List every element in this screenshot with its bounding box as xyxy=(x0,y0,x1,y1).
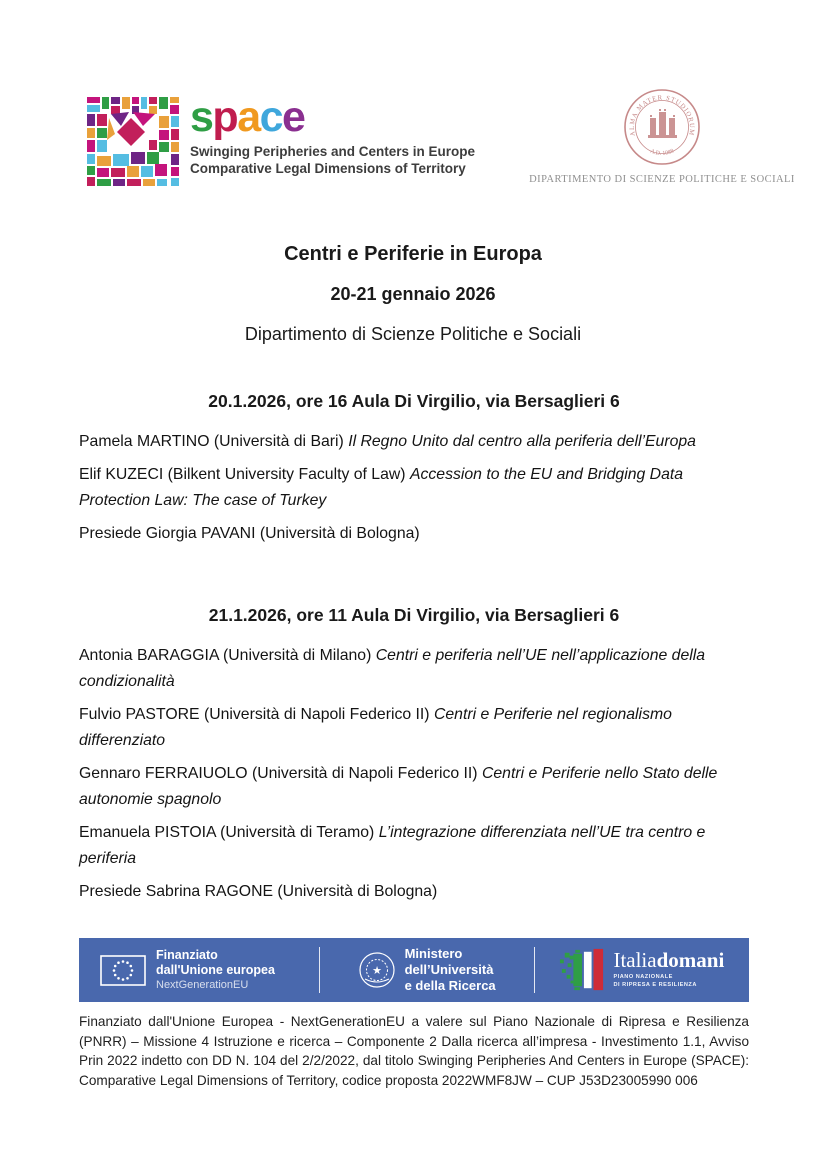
wordmark-letter: p xyxy=(212,93,238,141)
ministry-text xyxy=(405,946,496,994)
svg-text:★: ★ xyxy=(371,965,382,977)
space-logo-text xyxy=(190,93,476,178)
wordmark-letter: e xyxy=(282,93,305,141)
session-2-header: 21.1.2026, ore 11 Aula Di Virgilio, via Bersaglieri 6 xyxy=(208,605,620,625)
space-mosaic-icon xyxy=(85,96,181,188)
ministry-line-2: dell’Università xyxy=(404,961,494,977)
header xyxy=(85,93,798,188)
wordmark-letter: s xyxy=(190,93,213,141)
eu-sublabel: NextGenerationEU xyxy=(156,979,249,992)
department-caption: DIPARTIMENTO DI SCIENZE POLITICHE E SOCIALI xyxy=(529,174,795,185)
seal-top-text: ALMA MATER STUDIORUM xyxy=(628,94,696,137)
talk-entry xyxy=(79,820,749,872)
talk-speaker: Pamela MARTINO (Università di Bari) xyxy=(79,433,349,450)
tagline-line-2: Comparative Legal Dimensions of Territory xyxy=(190,161,466,177)
event-dates: 20-21 gennaio 2026 xyxy=(330,284,496,304)
seal-castle-glyph xyxy=(648,109,677,138)
talk-entry xyxy=(79,429,749,455)
session-2 xyxy=(79,605,749,912)
talk-title: Centri e Periferie nel regionalismo differenziato xyxy=(79,706,672,749)
eu-label-line-2: dall'Unione europea xyxy=(156,962,275,977)
talk-title: L’integrazione differenziata nell’UE tra centro e periferia xyxy=(79,824,706,867)
eu-funding-block xyxy=(79,938,319,1002)
talk-entry xyxy=(79,462,749,514)
space-project-logo xyxy=(85,93,476,188)
session-chair: Presiede Sabrina RAGONE (Università di Bologna) xyxy=(79,883,438,900)
ministry-line-1: Ministero xyxy=(404,945,463,961)
talk-entry xyxy=(79,643,749,695)
event-department: Dipartimento di Scienze Politiche e Sociali xyxy=(244,324,582,344)
ministry-line-3: e della Ricerca xyxy=(404,978,496,994)
brand-bold: domani xyxy=(656,948,725,973)
talk-entry xyxy=(79,761,749,813)
ministry-block xyxy=(320,938,534,1002)
wordmark-letter: c xyxy=(259,93,283,141)
seal-bottom-text: A.D. 1088 xyxy=(649,148,675,158)
eu-label-line-1: Finanziato xyxy=(156,947,218,962)
talk-entry xyxy=(79,702,749,754)
talk-speaker: Antonia BARAGGIA (Università di Milano) xyxy=(79,647,376,664)
funding-banner xyxy=(79,938,749,1002)
eu-funding-text xyxy=(156,948,275,993)
talk-speaker: Emanuela PISTOIA (Università di Teramo) xyxy=(79,824,379,841)
talk-title: Il Regno Unito dal centro alla periferia dell’Europa xyxy=(348,433,696,450)
wordmark-letter: a xyxy=(237,93,260,141)
eu-flag-icon xyxy=(100,955,146,986)
talk-title: Centri e periferia nell’UE nell’applicazione della condizionalità xyxy=(79,647,706,690)
italia-flag-icon xyxy=(559,947,605,993)
talk-title: Centri e Periferie nello Stato delle autonomie spagnolo xyxy=(79,765,718,808)
title-block xyxy=(0,243,826,345)
talk-speaker: Fulvio PASTORE (Università di Napoli Federico II) xyxy=(79,706,434,723)
italiadomani-subtitle xyxy=(613,974,724,989)
session-1-header: 20.1.2026, ore 16 Aula Di Virgilio, via Bersaglieri 6 xyxy=(208,391,620,411)
unibo-department-block xyxy=(526,87,798,185)
pnrr-line-1: PIANO NAZIONALE xyxy=(613,974,673,981)
space-tagline xyxy=(190,143,475,179)
session-chair: Presiede Giorgia PAVANI (Università di Bologna) xyxy=(79,525,420,542)
italiadomani-block xyxy=(535,938,749,1002)
talk-speaker: Gennaro FERRAIUOLO (Università di Napoli Federico II) xyxy=(79,765,482,782)
tagline-line-1: Swinging Peripheries and Centers in Europe xyxy=(190,143,476,159)
italiadomani-brand xyxy=(613,950,724,971)
talk-speaker: Elif KUZECI (Bilkent University Faculty of Law) xyxy=(79,466,410,483)
pnrr-line-2: DI RIPRESA E RESILIENZA xyxy=(613,982,697,988)
event-title: Centri e Periferie in Europa xyxy=(284,243,542,265)
talk-title: Accession to the EU and Bridging Data Protection Law: The case of Turkey xyxy=(79,466,684,509)
space-wordmark xyxy=(190,93,475,141)
funding-fine-print: Finanziato dall'Unione Europea - NextGenerationEU a valere sul Piano Nazionale di Ripresa e Resilienza (PNRR) – Missione 4 Istruzione e ricerca – Componente 2 Dalla ricerca all’impresa - Investimento 1.1, Avviso Prin 2022 indetto con DD N. 104 del 2/2/2022, dal titolo Swinging Peripheries And Centers in Europe (SPACE): Comparative Legal Dimensions of Territory, codice proposta 2022WMF8JW – CUP J53D23005990 006 xyxy=(79,1014,749,1088)
svg-text:A.D. 1088 xyxy=(649,148,675,157)
ministry-emblem-icon xyxy=(358,951,396,989)
session-1 xyxy=(79,391,749,554)
brand-regular: Italia xyxy=(613,948,657,973)
italiadomani-text xyxy=(613,950,724,989)
unibo-seal-icon xyxy=(622,87,702,167)
